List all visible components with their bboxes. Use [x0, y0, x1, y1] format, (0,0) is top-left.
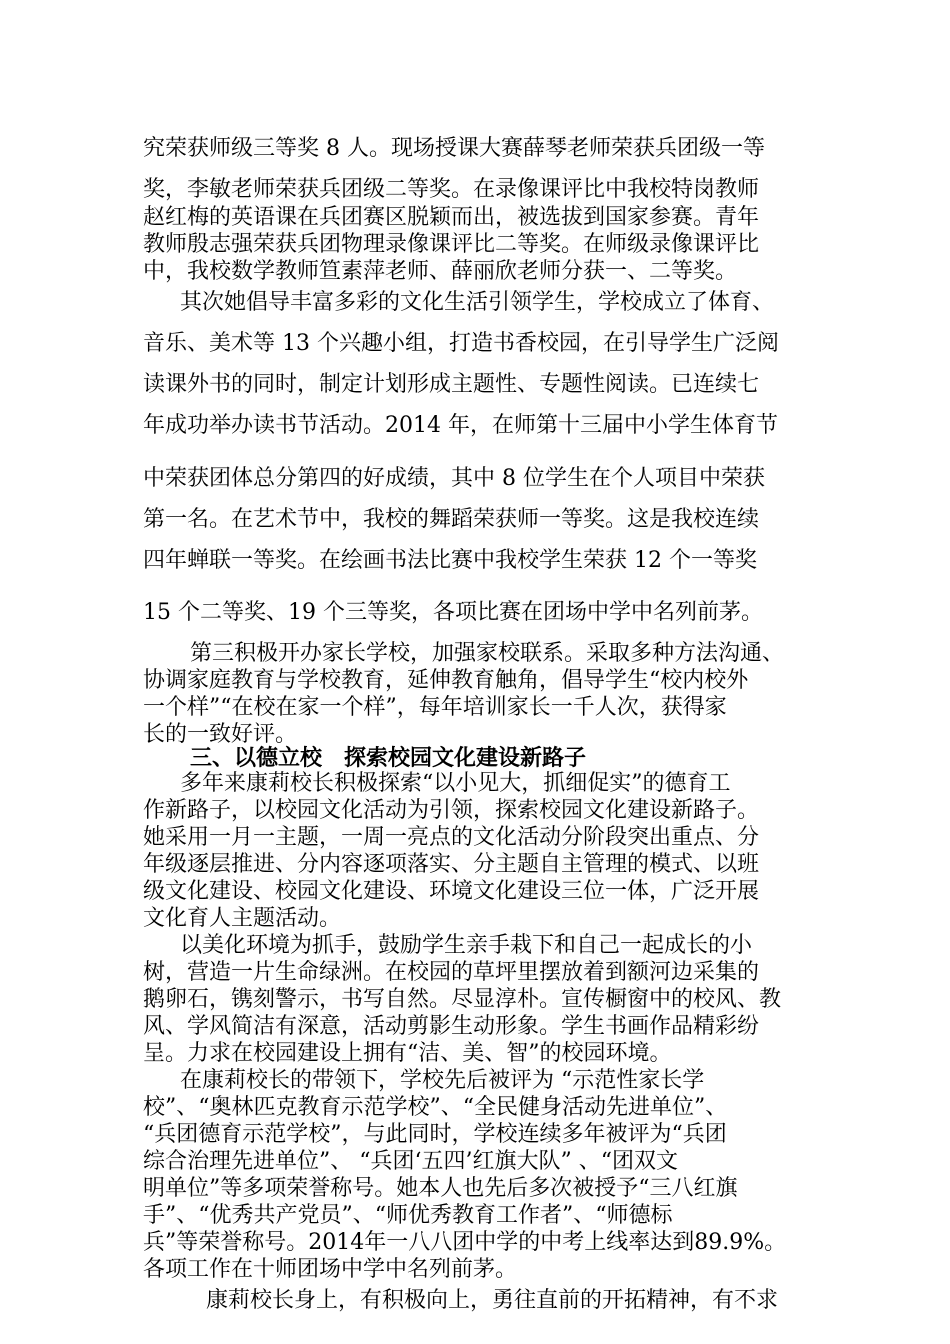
text-line: 究荣获师级三等奖 8 人。现场授课大赛薛琴老师荣获兵团级一等 — [143, 136, 765, 161]
text-line: 年成功举办读书节活动。2014 年，在师第十三届中小学生体育节 — [143, 413, 778, 438]
text-line: 校”、“奥林匹克教育示范学校”、“全民健身活动先进单位”、 — [143, 1095, 728, 1120]
text-line: 第一名。在艺术节中，我校的舞蹈荣获师一等奖。这是我校连续 — [143, 507, 760, 532]
text-line: 风、学风简洁有深意，活动剪影生动形象。学生书画作品精彩纷 — [143, 1014, 760, 1039]
text-line: 赵红梅的英语课在兵团赛区脱颖而出，被选拔到国家参赛。青年 — [143, 205, 760, 230]
paragraph-first-line: 其次她倡导丰富多彩的文化生活引领学生，学校成立了体育、 — [180, 290, 775, 315]
text-line: 长的一致好评。 — [143, 722, 298, 747]
text-line: 级文化建设、校园文化建设、环境文化建设三位一体，广泛开展 — [143, 879, 760, 904]
paragraph-first-line: 在康莉校长的带领下，学校先后被评为 “示范性家长学 — [180, 1068, 705, 1093]
section-heading: 三、以德立校 探索校园文化建设新路子 — [190, 745, 587, 771]
paragraph-first-line: 多年来康莉校长积极探索“以小见大，抓细促实”的德育工 — [180, 771, 731, 796]
text-line: 作新路子，以校园文化活动为引领，探索校园文化建设新路子。 — [143, 798, 760, 823]
text-line: 中，我校数学教师笪素萍老师、薛丽欣老师分获一、二等奖。 — [143, 259, 738, 284]
text-line: 教师殷志强荣获兵团物理录像课评比二等奖。在师级录像课评比 — [143, 232, 760, 257]
text-line: 兵”等荣誉称号。2014年一八八团中学的中考上线率达到89.9%。 — [143, 1230, 787, 1255]
text-line: 协调家庭教育与学校教育，延伸教育触角，倡导学生“校内校外 — [143, 668, 749, 693]
text-line: 奖，李敏老师荣获兵团级二等奖。在录像课评比中我校特岗教师 — [143, 177, 760, 202]
paragraph-first-line: 第三积极开办家长学校，加强家校联系。采取多种方法沟通、 — [190, 641, 785, 666]
text-line: 综合治理先进单位”、 “兵团‘五四’红旗大队” 、“团双文 — [143, 1149, 678, 1174]
text-line: “兵团德育示范学校”，与此同时，学校连续多年被评为“兵团 — [143, 1122, 727, 1147]
text-line: 呈。力求在校园建设上拥有“洁、美、智”的校园环境。 — [143, 1041, 672, 1066]
text-line: 鹅卵石，镌刻警示，书写自然。尽显淳朴。宣传橱窗中的校风、教 — [143, 987, 782, 1012]
text-line: 各项工作在十师团场中学中名列前茅。 — [143, 1257, 518, 1282]
text-line: 树，营造一片生命绿洲。在校园的草坪里摆放着到额河边采集的 — [143, 960, 760, 985]
text-line: 四年蝉联一等奖。在绘画书法比赛中我校学生荣获 12 个一等奖 — [143, 548, 757, 573]
text-line: 音乐、美术等 13 个兴趣小组，打造书香校园，在引导学生广泛阅 — [143, 331, 779, 356]
text-line: 手”、“优秀共产党员”、“师优秀教育工作者”、“师德标 — [143, 1203, 673, 1228]
paragraph-first-line: 以美化环境为抓手，鼓励学生亲手栽下和自己一起成长的小 — [180, 933, 753, 958]
text-line: 文化育人主题活动。 — [143, 906, 342, 931]
text-line: 15 个二等奖、19 个三等奖，各项比赛在团场中学中名列前茅。 — [143, 600, 763, 625]
paragraph-first-line: 康莉校长身上，有积极向上，勇往直前的开拓精神，有不求 — [206, 1288, 779, 1313]
text-line: 年级逐层推进、分内容逐项落实、分主题自主管理的模式、以班 — [143, 852, 760, 877]
text-line: 她采用一月一主题，一周一亮点的文化活动分阶段突出重点、分 — [143, 825, 760, 850]
text-line: 读课外书的同时，制定计划形成主题性、专题性阅读。已连续七 — [143, 372, 760, 397]
text-line: 中荣获团体总分第四的好成绩，其中 8 位学生在个人项目中荣获 — [143, 466, 765, 491]
text-line: 一个样”“在校在家一个样”，每年培训家长一千人次，获得家 — [143, 695, 727, 720]
text-line: 明单位”等多项荣誉称号。她本人也先后多次被授予“三八红旗 — [143, 1176, 738, 1201]
